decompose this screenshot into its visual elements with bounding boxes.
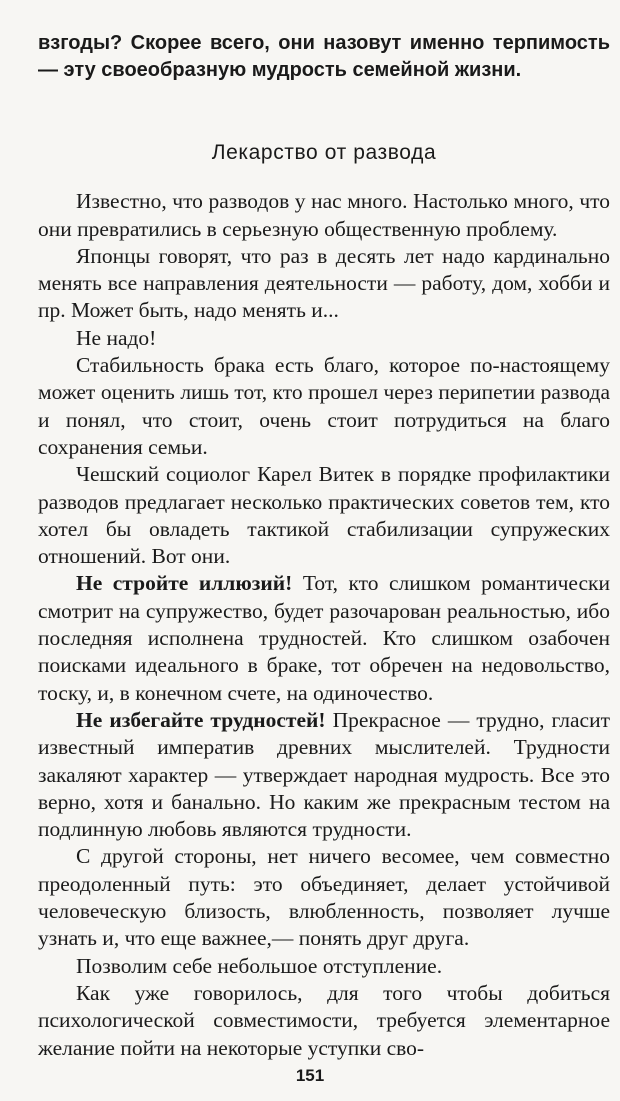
paragraph-7-lead: Не избегайте трудностей! [76, 707, 326, 732]
paragraph-3: Не надо! [76, 325, 157, 350]
paragraph-5: Чешский социолог Карел Витек в порядке профилактики разводов предлагает несколько практических советов тем, кто хотел бы овладеть тактикой стабилизации супружеских отношений. Вот они. [38, 462, 610, 569]
paragraph-6 [38, 570, 610, 706]
intro-paragraph: взгоды? Скорее всего, они назовут именно терпимость — эту своеобразную мудрость семейной жизни. [38, 32, 610, 81]
paragraph-7 [38, 707, 610, 843]
paragraph-2: Японцы говорят, что раз в десять лет надо кардинально менять все направления деятельности — работу, дом, хобби и пр. Может быть, надо менять и... [38, 243, 610, 323]
section-heading: Лекарство от развода [211, 141, 437, 164]
paragraph-7-text: Прекрасное — трудно, гласит известный императив древних мыслителей. Трудности закаляют характер — утверждает народная мудрость. Все это верно, хотя и банально. Но каким же прекрасным тестом на подлинную любовь являются трудности. [38, 707, 610, 842]
paragraph-4: Стабильность брака есть благо, которое по-настоящему может оценить лишь тот, кто прошел через перипетии развода и понял, что стоит, очень стоит потрудиться на благо сохранения семьи. [38, 353, 610, 459]
page-body [38, 30, 610, 1062]
paragraph-9: Позволим себе небольшое отступление. [76, 953, 443, 978]
paragraph-10: Как уже говорилось, для того чтобы добиться психологической совместимости, требуется элементарное желание пойти на некоторые уступки сво- [38, 980, 610, 1060]
paragraph-1: Известно, что разводов у нас много. Настолько много, что они превратились в серьезную общественную проблему. [38, 189, 610, 241]
paragraph-6-text: Тот, кто слишком романтически смотрит на супружество, будет разочарован реальностью, ибо последняя исполнена трудностей. Кто слишком озабочен поисками идеального в браке, тот обречен на недовольство, тоску, и, в конечном счете, на одиночество. [38, 571, 610, 705]
paragraph-8: С другой стороны, нет ничего весомее, чем совместно преодоленный путь: это объединяет, делает устойчивой человеческую близость, влюбленность, позволяет лучше узнать и, что еще важнее,— понять друг друга. [38, 844, 610, 951]
page-number: 151 [295, 1066, 325, 1085]
paragraph-6-lead: Не стройте иллюзий! [76, 571, 293, 596]
